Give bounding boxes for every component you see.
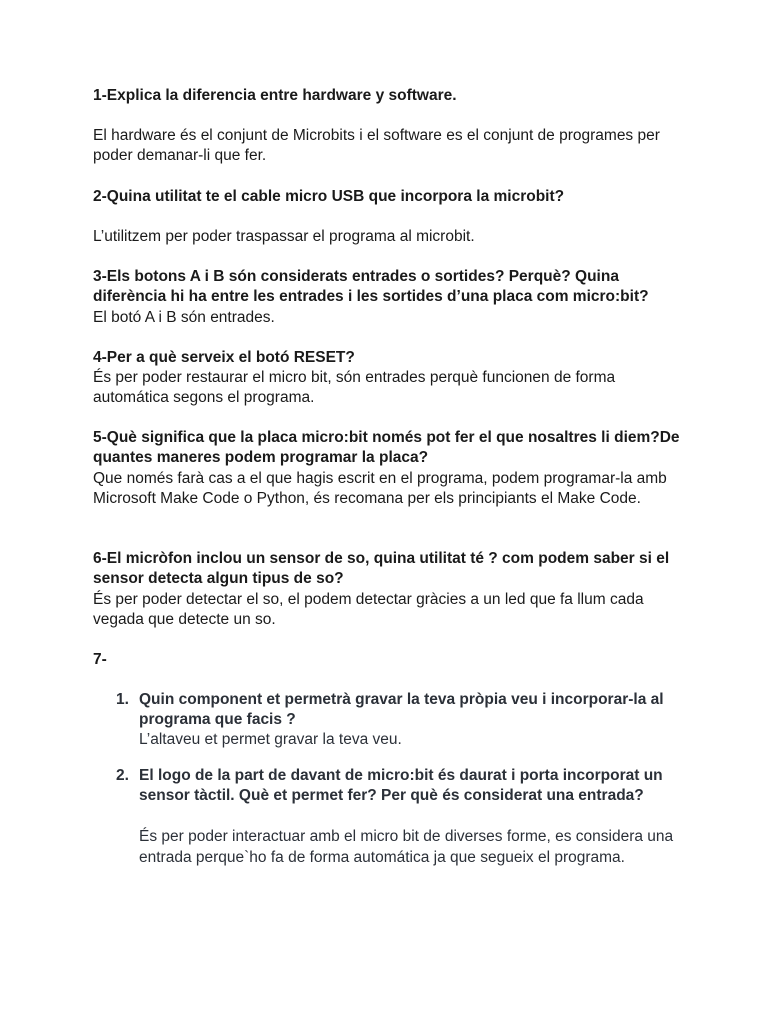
question-5-answer: Que només farà cas a el que hagis escrit en el programa, podem programar-la amb Microsoft Make Code o Python, és recomana per els principiants el Make Code. xyxy=(93,470,667,508)
question-1-answer: El hardware és el conjunt de Microbits i el software es el conjunt de programes per poder demanar-li que fer. xyxy=(93,127,660,165)
list-item-answer: És per poder interactuar amb el micro bit de diverses forme, es considera una entrada perque`ho fa de forma automática ja que segueix el programa. xyxy=(139,828,674,866)
question-2-title: 2-Quina utilitat te el cable micro USB que incorpora la microbit? xyxy=(93,188,565,205)
question-6-answer: És per poder detectar el so, el podem detectar gràcies a un led que fa llum cada vegada que detecte un so. xyxy=(93,591,644,629)
list-item-number: 1. xyxy=(116,691,129,708)
question-5-title: 5-Què significa que la placa micro:bit només pot fer el que nosaltres li diem?De quantes maneres podem programar la placa? xyxy=(93,429,680,467)
question-1-title: 1-Explica la diferencia entre hardware y software. xyxy=(93,87,457,104)
question-4-title: 4-Per a què serveix el botó RESET? xyxy=(93,349,355,366)
question-7-title: 7- xyxy=(93,651,107,668)
list-item-number: 2. xyxy=(116,767,129,784)
question-3-title: 3-Els botons A i B són considerats entrades o sortides? Perquè? Quina diferència hi ha entre les entrades i les sortides d’una placa com micro:bit? xyxy=(93,268,649,306)
list-item-answer: L’altaveu et permet gravar la teva veu. xyxy=(139,731,402,749)
question-2-answer: L’utilitzem per poder traspassar el programa al microbit. xyxy=(93,228,475,245)
question-4-answer: És per poder restaurar el micro bit, són entrades perquè funcionen de forma automática segons el programa. xyxy=(93,369,616,407)
list-item-question: Quin component et permetrà gravar la teva pròpia veu i incorporar-la al programa que facis ? xyxy=(139,691,664,729)
question-6-title: 6-El micròfon inclou un sensor de so, quina utilitat té ? com podem saber si el sensor detecta algun tipus de so? xyxy=(93,550,670,588)
list-item-question: El logo de la part de davant de micro:bit és daurat i porta incorporat un sensor tàctil. Què et permet fer? Per què és considerat una entrada? xyxy=(139,767,663,805)
question-3-answer: El botó A i B són entrades. xyxy=(93,309,275,326)
